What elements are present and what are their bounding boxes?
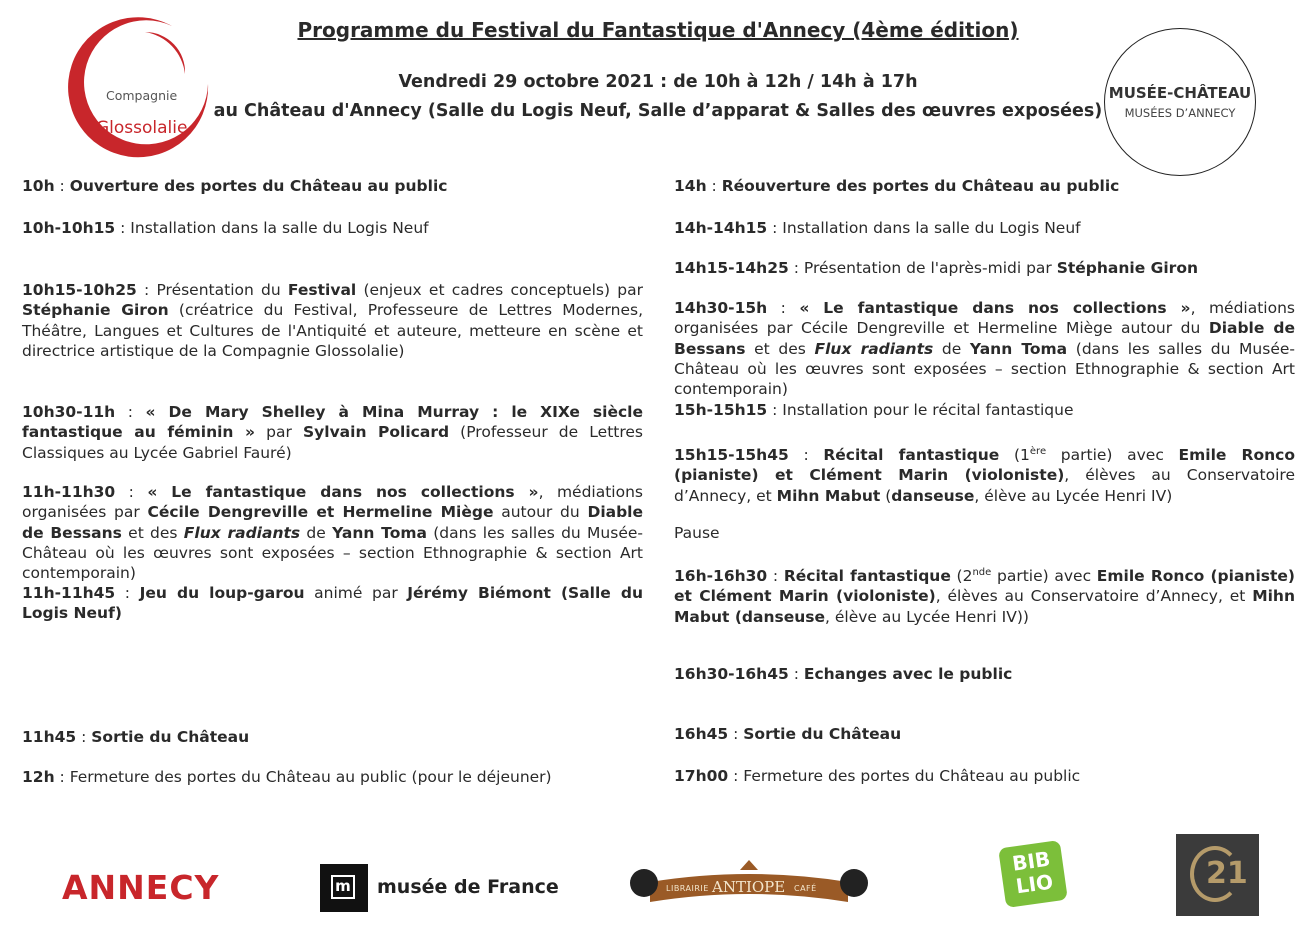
musee-chateau-logo [1104,28,1256,176]
time: 11h-11h30 [22,483,116,501]
text: et des [121,523,184,542]
sep: : [788,665,804,683]
sep: : [706,177,722,195]
text: par [255,423,303,442]
musicians: Emile Ronco (pianiste) et Clément Marin (violoniste) [674,446,1296,485]
text: (enjeux et cadres conceptuels) par [356,281,643,299]
glossolalie-line2: Glossolalie [96,118,188,138]
time: 15h15-15h45 [674,446,789,465]
page-title: Programme du Festival du Fantastique d'Annecy (4ème édition) [297,18,1019,42]
right-entry-1 [674,176,1295,196]
recital-title: Récital fantastique [783,567,951,586]
recital-title: Récital fantastique [823,446,1000,465]
text: animé par [304,584,408,602]
text: , élève au Lycée Henri IV) [974,486,1173,505]
time: 10h15-10h25 [22,281,137,299]
right-entry-4 [674,298,1295,399]
left-entry-5 [22,482,643,583]
text: ( [880,486,892,505]
biblio-line2: LIO [1014,869,1055,899]
right-entry-3 [674,258,1295,278]
sep: : [115,219,131,237]
talk-title: « Le fantastique dans nos collections » [799,299,1191,317]
artist-name: Yann Toma [332,523,427,542]
text: (Professeur de Lettres Classiques au Lycée Gabriel Fauré) [22,423,643,462]
text: et des [745,339,815,358]
entry-text: Ouverture des portes du Château au public [69,177,448,195]
dancer-name: Mihn Mabut (danseuse [674,587,1295,626]
entry-text: Fermeture des portes du Château au public [743,767,1081,785]
musicians: Emile Ronco (pianiste) et Clément Marin (violoniste) [674,567,1295,606]
mark-letter: m [331,875,355,899]
antiope-right: CAFÉ [794,884,817,893]
sep: : [728,725,744,743]
left-entry-4 [22,402,643,463]
text: de [933,339,970,358]
entry-text: Installation dans la salle du Logis Neuf [782,219,1081,237]
right-entry-7 [674,523,1295,543]
pause-label: Pause [674,524,720,542]
left-entry-6 [22,583,643,624]
antiope-main: ANTIOPE [712,878,786,896]
sep: : [788,446,824,465]
time: 14h30-15h [674,299,768,317]
speaker-name: Stéphanie Giron [1056,259,1199,277]
text: , élève au Lycée Henri IV)) [825,607,1029,626]
time: 15h-15h15 [674,401,768,419]
activity-title: Jeu du loup-garou [139,584,305,602]
entry-text: Sortie du Château [91,728,250,746]
text: de [300,523,333,542]
venue-line: au Château d'Annecy (Salle du Logis Neuf, Salle d’apparat & Salles des œuvres exposées) [213,101,1103,121]
entry-text: Présentation de l'après-midi par [803,259,1057,277]
artwork-flux: Flux radiants [183,523,301,542]
entry-text: Echanges avec le public [803,665,1013,683]
speaker-name: Sylvain Policard [302,423,450,442]
time: 14h15-14h25 [674,259,789,277]
text: Présentation du [156,281,288,299]
glossolalie-line1: Compagnie [106,88,178,103]
text: (1 [999,446,1030,465]
right-entry-9 [674,664,1295,684]
biblio-logo [998,840,1068,908]
right-entry-5 [674,400,1295,420]
text: , élèves au Conservatoire d’Annecy, et [674,466,1295,505]
sep: : [115,403,146,421]
sep: : [767,567,784,586]
date-line: Vendredi 29 octobre 2021 : de 10h à 12h / 14h à 17h [398,72,918,92]
artist-name: Yann Toma [969,339,1068,358]
sep: : [767,299,800,317]
time: 16h-16h30 [674,567,768,586]
sep: : [728,767,744,785]
text: (dans les salles du Musée-Château où les œuvres sont exposées – section Ethnographie & section Art contemporain) [22,523,643,583]
text: partie) avec [991,567,1097,586]
left-entry-8 [22,767,643,787]
right-entry-6 [674,442,1295,506]
time: 16h30-16h45 [674,665,789,683]
time: 10h [22,177,55,195]
text: , médiations organisées par [22,483,643,522]
sep: : [54,768,70,786]
right-entry-11 [674,766,1295,786]
entry-text: Sortie du Château [743,725,902,743]
dancer-role: danseuse [891,486,975,505]
left-entry-7 [22,727,643,747]
century21-number: 21 [1206,856,1248,891]
talk-title: « De Mary Shelley à Mina Murray : le XIXe siècle fantastique au féminin » [22,403,643,442]
time: 10h-10h15 [22,219,116,237]
artwork-diable: Diable de Bessans [674,319,1295,358]
entry-text: Réouverture des portes du Château au public [721,177,1120,195]
speaker-names: Cécile Dengreville et Hermeline Miège [147,503,494,522]
left-entry-2 [22,218,643,238]
festival-label: Festival [287,281,357,299]
sep: : [767,219,783,237]
dancer-name: Mihn Mabut [776,486,881,505]
entry-text: Installation dans la salle du Logis Neuf [130,219,429,237]
speaker-name: Stéphanie Giron [22,301,169,320]
text: autour du [493,503,588,522]
time: 14h-14h15 [674,219,768,237]
superscript: ère [1029,446,1047,457]
antiope-logo [630,856,868,910]
sep: : [54,177,70,195]
text: , élèves au Conservatoire d’Annecy, et [935,587,1253,606]
entry-text: Installation pour le récital fantastique [782,401,1074,419]
sep: : [788,259,804,277]
musee-de-france-mark-icon [320,864,368,912]
century21-logo [1176,834,1259,916]
annecy-logo: ANNECY [62,868,220,907]
left-entry-3 [22,280,643,361]
sep: : [115,483,148,501]
time: 17h00 [674,767,729,785]
time: 10h30-11h [22,403,116,421]
artwork-diable: Diable de Bessans [22,503,644,542]
sep: : [767,401,783,419]
text: (dans les salles du Musée-Château où les œuvres sont exposées – section Ethnographie & section Art contemporain) [674,339,1295,399]
entry-text: Fermeture des portes du Château au public (pour le déjeuner) [69,768,552,786]
right-entry-2 [674,218,1295,238]
biblio-line1: BIB [1010,846,1052,876]
antiope-left: LIBRAIRIE [666,884,709,893]
superscript: nde [972,567,992,578]
time: 11h-11h45 [22,584,116,602]
right-entry-8 [674,563,1295,627]
sep: : [76,728,92,746]
text: (2 [950,567,973,586]
artwork-flux: Flux radiants [814,339,934,358]
sep: : [136,281,157,299]
sep: : [115,584,140,602]
speaker-name: Jérémy Biémont (Salle du Logis Neuf) [22,584,643,623]
time: 16h45 [674,725,729,743]
right-entry-10 [674,724,1295,744]
time: 12h [22,768,55,786]
time: 11h45 [22,728,77,746]
musee-chateau-line2: MUSÉES D’ANNECY [1124,106,1236,120]
musee-chateau-line1: MUSÉE-CHÂTEAU [1108,84,1252,102]
text: partie) avec [1046,446,1179,465]
time: 14h [674,177,707,195]
talk-title: « Le fantastique dans nos collections » [147,483,539,501]
text: (créatrice du Festival, Professeure de Lettres Modernes, Théâtre, Langues et Cultures de l'Antiquité et auteure, metteure en scène et directrice artistique de la Compagnie Glossolalie) [22,301,644,360]
left-entry-1 [22,176,643,196]
musee-de-france-text: musée de France [377,876,559,898]
text: , médiations organisées par Cécile Dengreville et Hermeline Miège autour du [674,299,1295,338]
